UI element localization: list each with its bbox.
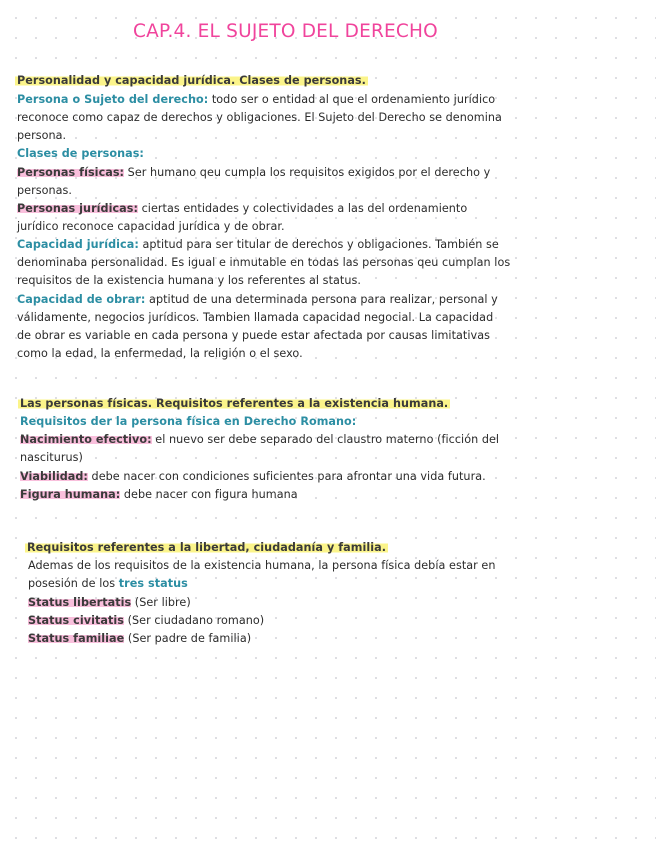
page-title: CAP.4. EL SUJETO DEL DERECHO [133, 21, 438, 42]
definition-text: (Ser ciudadano romano) [123, 614, 265, 627]
term-personas-fisicas: Personas físicas: [17, 166, 125, 179]
term-figura-humana: Figura humana: [20, 488, 121, 501]
text-line: nasciturus) [20, 451, 83, 464]
subheading-requisitos-romano: Requisitos der la persona física en Derecho Romano: [20, 415, 357, 428]
section-heading-personalidad [15, 72, 368, 90]
definition-viabilidad [20, 468, 486, 486]
text-line: jurídico reconoce capacidad jurídica y de obrar. [17, 220, 285, 233]
definition-text: (Ser libre) [131, 596, 191, 609]
text-line: denominaba personalidad. Es igual e inmutable en todas las personas qeu cumplan los [17, 256, 511, 269]
term-persona: Persona o Sujeto del derecho: [17, 93, 209, 106]
term-nacimiento: Nacimiento efectivo: [20, 433, 152, 446]
term-tres-status: tres status [118, 577, 188, 590]
definition-status-civitatis [28, 612, 264, 630]
text-line: Ademas de los requisitos de la existencia humana, la persona física debía estar en [28, 559, 496, 572]
text-line: reconoce como capaz de derechos y obligaciones. El Sujeto del Derecho se denomina [17, 111, 502, 124]
term-status-libertatis: Status libertatis [28, 596, 132, 609]
definition-personas-juridicas [17, 200, 467, 218]
definition-status-familiae [28, 630, 251, 648]
definition-text: debe nacer con condiciones suficientes para afrontar una vida futura. [87, 470, 486, 483]
text-line: persona. [17, 129, 67, 142]
definition-text: todo ser o entidad al que el ordenamiento jurídico [208, 93, 496, 106]
definition-persona [17, 91, 495, 109]
definition-nacimiento [20, 431, 499, 449]
definition-text: aptitud de una determinada persona para realizar, personal y [145, 293, 498, 306]
definition-text: el nuevo ser debe separado del claustro materno (ficción del [151, 433, 500, 446]
section-heading-text: Personalidad y capacidad jurídica. Clases de personas. [17, 74, 366, 87]
definition-capacidad-juridica [17, 236, 499, 254]
term-status-familiae: Status familiae [28, 632, 125, 645]
definition-figura-humana [20, 486, 298, 504]
definition-capacidad-obrar [17, 291, 498, 309]
text-fragment: posesión de los [28, 577, 119, 590]
section-heading-libertad [25, 539, 388, 557]
term-capacidad-juridica: Capacidad jurídica: [17, 238, 139, 251]
definition-text: Ser humano qeu cumpla los requisitos exigidos por el derecho y [124, 166, 491, 179]
text-line: válidamente, negocios jurídicos. Tambien llamada capacidad negocial. La capacidad [17, 311, 494, 324]
definition-text: (Ser padre de familia) [124, 632, 252, 645]
term-personas-juridicas: Personas jurídicas: [17, 202, 138, 215]
text-line: requisitos de la existencia humana y los referentes al status. [17, 274, 361, 287]
text-line: de obrar es variable en cada persona y puede estar afectada por causas limitativas [17, 329, 490, 342]
definition-text: ciertas entidades y colectividades a las del ordenamiento [137, 202, 468, 215]
section-heading-personas-fisicas [18, 395, 450, 413]
definition-text: debe nacer con figura humana [120, 488, 298, 501]
term-viabilidad: Viabilidad: [20, 470, 88, 483]
text-line: como la edad, la enfermedad, la religión o el sexo. [17, 347, 303, 360]
definition-text: aptitud para ser titular de derechos y obligaciones. También se [138, 238, 499, 251]
text-line-tres-status [28, 575, 188, 593]
term-status-civitatis: Status civitatis [28, 614, 124, 627]
term-capacidad-obrar: Capacidad de obrar: [17, 293, 146, 306]
subheading-clases: Clases de personas: [17, 147, 144, 160]
text-line: personas. [17, 184, 73, 197]
definition-personas-fisicas [17, 164, 490, 182]
section-heading-text: Las personas físicas. Requisitos referentes a la existencia humana. [20, 397, 449, 410]
section-heading-text: Requisitos referentes a la libertad, ciudadanía y familia. [27, 541, 387, 554]
definition-status-libertatis [28, 594, 191, 612]
